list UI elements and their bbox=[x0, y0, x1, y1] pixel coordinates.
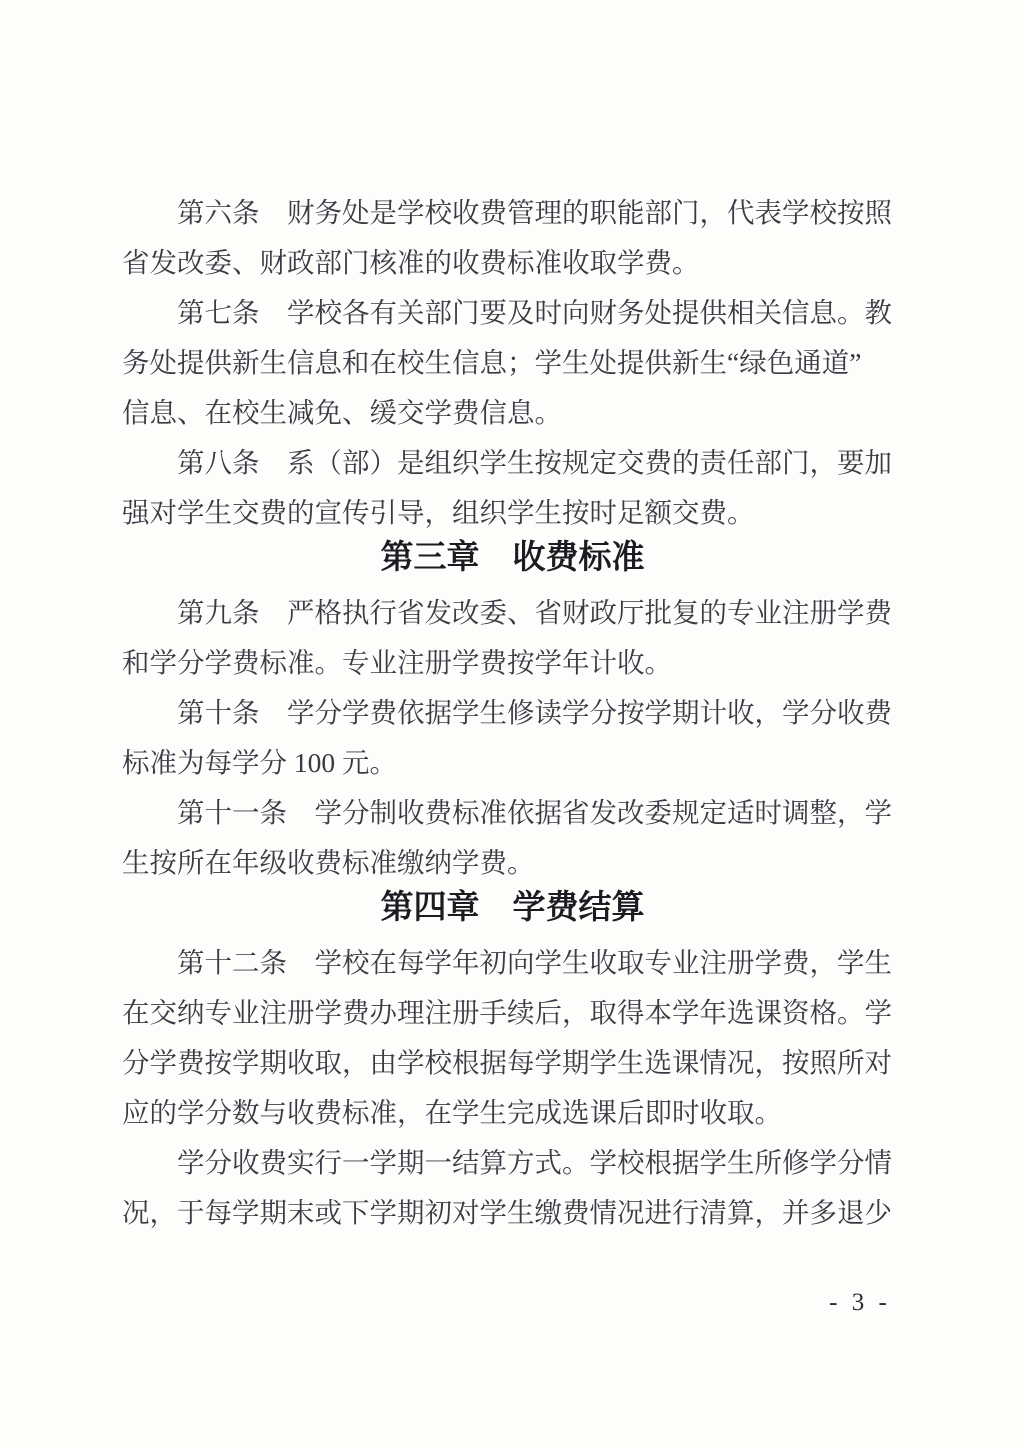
text-line: 第六条 财务处是学校收费管理的职能部门，代表学校按照 bbox=[177, 197, 892, 228]
text-line: 和学分学费标准。专业注册学费按学年计收。 bbox=[122, 647, 672, 678]
text-line: 务处提供新生信息和在校生信息；学生处提供新生“绿色通道” bbox=[122, 347, 862, 378]
chapter-heading: 第四章 学费结算 bbox=[380, 888, 645, 925]
text-line: 第十一条 学分制收费标准依据省发改委规定适时调整，学 bbox=[177, 797, 892, 828]
text-line: 省发改委、财政部门核准的收费标准收取学费。 bbox=[122, 247, 700, 278]
text-line: 学分收费实行一学期一结算方式。学校根据学生所修学分情 bbox=[177, 1147, 892, 1178]
text-line: 应的学分数与收费标准，在学生完成选课后即时收取。 bbox=[122, 1097, 782, 1128]
text-line: 信息、在校生减免、缓交学费信息。 bbox=[122, 397, 562, 428]
text-line: 第十条 学分学费依据学生修读学分按学期计收，学分收费 bbox=[177, 697, 892, 728]
text-line: 分学费按学期收取，由学校根据每学期学生选课情况，按照所对 bbox=[122, 1047, 892, 1078]
chapter-heading: 第三章 收费标准 bbox=[380, 538, 645, 575]
text-line: 在交纳专业注册学费办理注册手续后，取得本学年选课资格。学 bbox=[122, 997, 892, 1028]
page-number: - 3 - bbox=[829, 1289, 891, 1316]
document-body bbox=[122, 188, 903, 1238]
text-line: 第八条 系（部）是组织学生按规定交费的责任部门，要加 bbox=[177, 447, 892, 478]
text-line: 第七条 学校各有关部门要及时向财务处提供相关信息。教 bbox=[177, 297, 892, 328]
text-line: 标准为每学分 100 元。 bbox=[122, 747, 397, 778]
text-line: 况，于每学期末或下学期初对学生缴费情况进行清算，并多退少 bbox=[122, 1197, 892, 1228]
text-line: 第九条 严格执行省发改委、省财政厅批复的专业注册学费 bbox=[177, 597, 892, 628]
text-line: 第十二条 学校在每学年初向学生收取专业注册学费，学生 bbox=[177, 947, 892, 978]
text-line: 生按所在年级收费标准缴纳学费。 bbox=[122, 847, 535, 878]
text-line: 强对学生交费的宣传引导，组织学生按时足额交费。 bbox=[122, 497, 755, 528]
